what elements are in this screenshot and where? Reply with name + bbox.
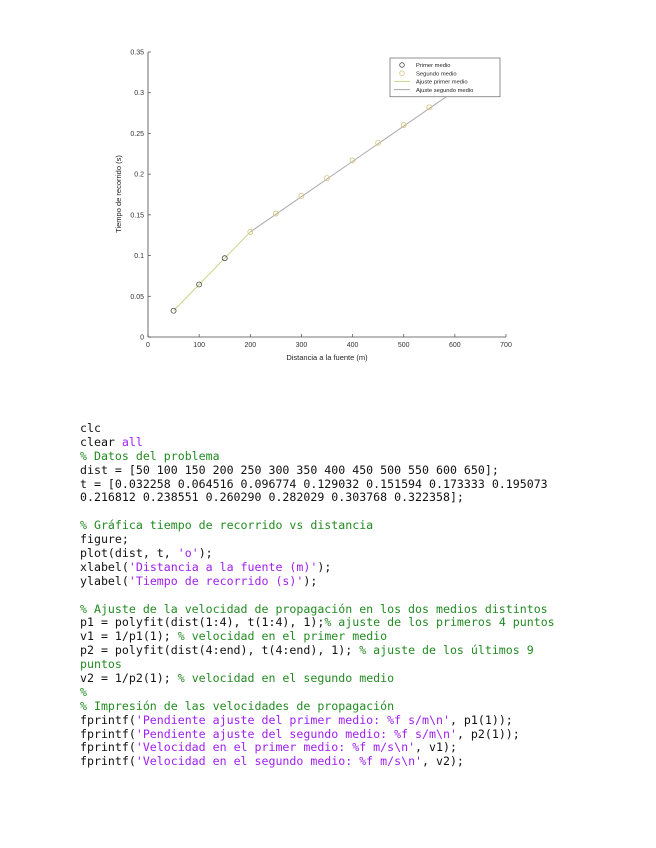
code-text: ); (317, 559, 332, 574)
code-line (80, 672, 640, 686)
y-tick-label: 0.05 (130, 293, 144, 301)
chart-svg (0, 0, 656, 380)
code-text: ylabel( (80, 573, 129, 588)
x-tick-label: 600 (449, 342, 461, 349)
code-text: clear (80, 434, 122, 449)
code-text: 0.216812 0.238551 0.260290 0.282029 0.303768 0.322358]; (80, 490, 464, 505)
code-string: all (121, 434, 143, 449)
code-line (80, 519, 640, 533)
fit-line (174, 232, 251, 311)
code-text: , p1(1)); (449, 712, 513, 727)
y-tick-label: 0.15 (130, 212, 144, 220)
code-line (80, 450, 640, 464)
y-tick-label: 0.2 (134, 171, 144, 179)
code-string: 'Velocidad en el primer medio: %f m/s\n' (135, 740, 416, 755)
code-text: clc (80, 421, 101, 435)
code-text: fprintf( (80, 712, 136, 727)
code-line (80, 436, 640, 450)
y-tick-label: 0.25 (130, 130, 144, 138)
x-tick-label: 300 (295, 342, 308, 349)
code-text: , p2(1)); (456, 726, 520, 741)
code-line (80, 464, 640, 478)
code-line (80, 547, 640, 561)
code-comment: % Gráfica tiempo de recorrido vs distancia (80, 518, 374, 533)
code-line (80, 575, 640, 589)
code-text: xlabel( (80, 559, 129, 574)
code-string: 'Velocidad en el segundo medio: %f m/s\n' (135, 754, 423, 769)
code-line (80, 630, 640, 644)
legend-entry-label: Ajuste primer medio (416, 79, 468, 86)
code-line (80, 589, 640, 603)
code-line (80, 422, 640, 436)
code-text: v1 = 1/p1(1); (80, 629, 178, 644)
code-line (80, 755, 640, 769)
y-tick-label: 0.3 (134, 90, 144, 98)
code-string: 'Pendiente ajuste del segundo medio: %f s/m\n' (135, 726, 457, 741)
code-line (80, 561, 640, 575)
code-text: , v1); (415, 740, 457, 755)
code-comment: puntos (80, 657, 122, 672)
code-string: 'o' (177, 546, 199, 561)
code-text: fprintf( (80, 740, 136, 755)
code-comment: % velocidad en el segundo medio (177, 671, 395, 686)
code-text: v2 = 1/p2(1); (80, 671, 178, 686)
code-comment: % Datos del problema (80, 448, 220, 463)
chart-figure (0, 0, 656, 380)
code-line (80, 603, 640, 617)
legend-entry-label: Ajuste segundo medio (416, 87, 474, 94)
code-text: p1 = polyfit(dist(1:4), t(1:4), 1); (80, 615, 325, 630)
code-line (80, 741, 640, 755)
code-comment: % ajuste de los primeros 4 puntos (324, 615, 555, 630)
chart-legend (390, 58, 500, 97)
code-text: t = [0.032258 0.064516 0.096774 0.129032 0.151594 0.173333 0.195073 (80, 476, 548, 491)
code-comment: % Impresión de las velocidades de propagación (80, 698, 395, 713)
code-text: ); (303, 573, 318, 588)
code-line (80, 505, 640, 519)
code-text: , v2); (422, 754, 464, 769)
code-text: fprintf( (80, 726, 136, 741)
y-axis-label: Tiempo de recorrido (s) (114, 155, 123, 233)
code-comment: % Ajuste de la velocidad de propagación en los dos medios distintos (80, 601, 548, 616)
y-tick-label: 0 (140, 334, 144, 342)
code-line (80, 616, 640, 630)
x-axis-label: Distancia a la fuente (m) (286, 353, 368, 362)
code-line (80, 728, 640, 742)
code-text: ); (198, 546, 213, 561)
code-comment: % ajuste de los últimos 9 (359, 643, 534, 658)
code-text: figure; (80, 532, 129, 547)
code-string: 'Tiempo de recorrido (s)' (128, 573, 304, 588)
chart-series (171, 72, 483, 313)
y-tick-label: 0.35 (130, 49, 144, 57)
code-line (80, 686, 640, 700)
x-tick-label: 700 (500, 342, 512, 349)
y-tick-label: 0.1 (134, 253, 144, 261)
code-comment: % (80, 684, 87, 699)
x-tick-label: 500 (397, 342, 410, 349)
code-string: 'Distancia a la fuente (m)' (128, 559, 318, 574)
code-line (80, 491, 640, 505)
matlab-code-listing (80, 422, 640, 769)
code-text: p2 = polyfit(dist(4:end), t(4:end), 1); (80, 643, 360, 658)
code-line (80, 714, 640, 728)
legend-entry-label: Segundo medio (416, 71, 457, 78)
code-text: dist = [50 100 150 200 250 300 350 400 450 500 550 600 650]; (80, 462, 499, 477)
code-text: plot(dist, t, (80, 546, 178, 561)
code-line (80, 700, 640, 714)
code-string: 'Pendiente ajuste del primer medio: %f s/m\n' (135, 712, 450, 727)
code-text: fprintf( (80, 754, 136, 769)
x-tick-label: 400 (346, 342, 359, 349)
code-comment: % velocidad en el primer medio (177, 629, 388, 644)
code-line (80, 478, 640, 492)
x-tick-label: 100 (193, 342, 205, 349)
x-tick-label: 200 (244, 342, 257, 349)
code-line (80, 644, 640, 658)
x-tick-label: 0 (146, 342, 150, 349)
code-line (80, 658, 640, 672)
code-line (80, 533, 640, 547)
legend-entry-label: Primer medio (416, 63, 451, 70)
